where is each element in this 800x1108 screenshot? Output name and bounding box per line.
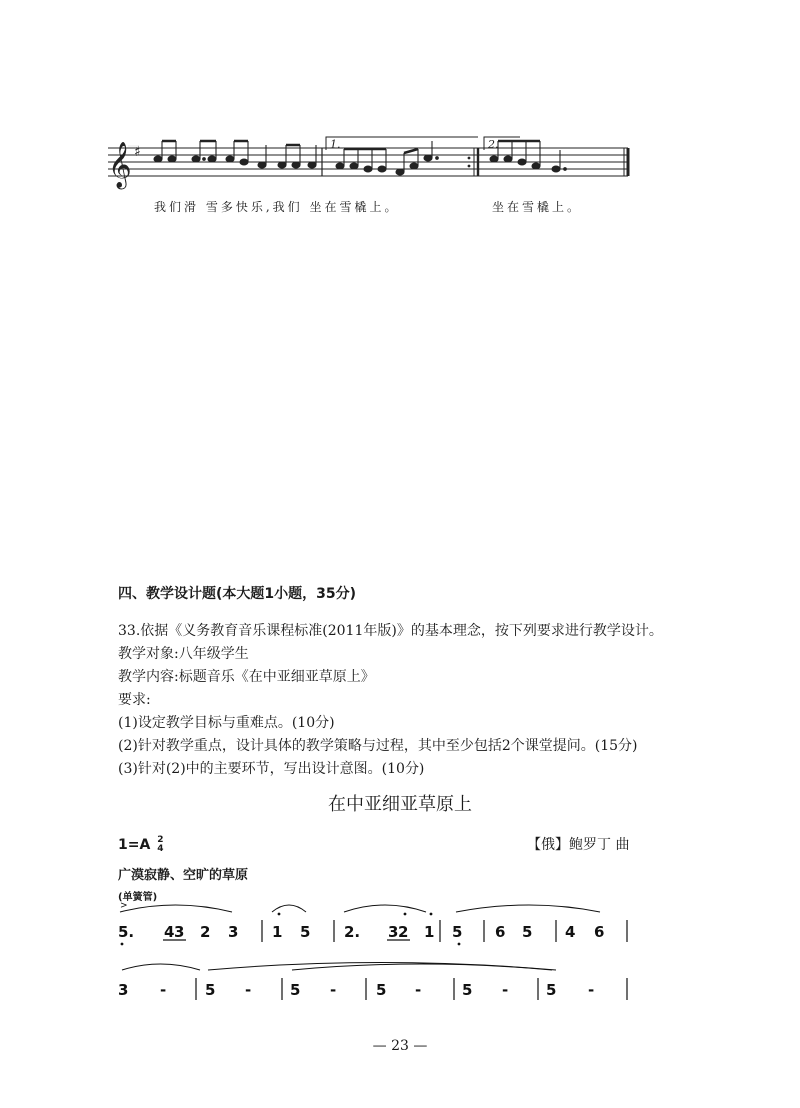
jianpu-note: 5 xyxy=(300,923,311,941)
key-label: 1=A xyxy=(118,837,151,853)
jianpu-note: 1 xyxy=(424,923,435,941)
requirements-label: 要求: xyxy=(118,692,151,708)
jianpu-note: 5 xyxy=(452,923,463,941)
song-title: 在中亚细亚草原上 xyxy=(328,794,472,815)
jianpu-note: 1 xyxy=(272,923,283,941)
jianpu-note: 6 xyxy=(594,923,605,941)
jianpu-note: 2 xyxy=(200,923,211,941)
lyrics-main: 我们滑 雪多快乐,我们 坐在雪橇上。 xyxy=(154,200,400,214)
jianpu-note: 3 xyxy=(174,923,185,941)
tempo-marking: 广漠寂静、空旷的草原 xyxy=(118,868,249,883)
jianpu-note: 3 xyxy=(118,981,129,999)
treble-clef-icon: 𝄞 xyxy=(108,142,132,188)
jianpu-note: 2. xyxy=(344,923,361,941)
jianpu-note: 5 xyxy=(462,981,473,999)
jianpu-note: 5 xyxy=(290,981,301,999)
jianpu-note: 5. xyxy=(118,923,135,941)
requirement-3: (3)针对(2)中的主要环节，写出设计意图。(10分) xyxy=(118,761,425,777)
lyrics-ending: 坐在雪橇上。 xyxy=(492,200,583,214)
teaching-content: 教学内容:标题音乐《在中亚细亚草原上》 xyxy=(118,669,375,685)
jianpu-dash: - xyxy=(502,981,509,999)
jianpu-note: 3 xyxy=(228,923,239,941)
page-number: — 23 — xyxy=(372,1038,428,1054)
requirement-1: (1)设定教学目标与重难点。(10分) xyxy=(118,715,335,731)
time-bottom: 4 xyxy=(157,844,164,854)
teaching-object: 教学对象:八年级学生 xyxy=(118,646,249,662)
instrument-label: (单簧管) xyxy=(118,892,158,903)
section-heading: 四、教学设计题(本大题1小题，35分) xyxy=(118,586,357,602)
jianpu-note: 3 xyxy=(388,923,399,941)
volta-1: 1. xyxy=(330,138,341,151)
jianpu-note: 5 xyxy=(376,981,387,999)
accent-icon: > xyxy=(120,901,128,911)
jianpu-note: 2 xyxy=(398,923,409,941)
jianpu-dash: - xyxy=(330,981,337,999)
jianpu-dash: - xyxy=(588,981,595,999)
time-top: 2 xyxy=(157,835,164,845)
question-intro: 33.依据《义务教育音乐课程标准(2011年版)》的基本理念，按下列要求进行教学设计。 xyxy=(118,623,663,639)
jianpu-note: 5 xyxy=(205,981,216,999)
sharp-icon: ♯ xyxy=(134,144,141,160)
jianpu-note: 4 xyxy=(565,923,576,941)
requirement-2: (2)针对教学重点，设计具体的教学策略与过程，其中至少包括2个课堂提问。(15分) xyxy=(118,738,638,754)
jianpu-dash: - xyxy=(415,981,422,999)
volta-2: 2. xyxy=(488,138,499,151)
jianpu-dash: - xyxy=(160,981,167,999)
jianpu-dash: - xyxy=(245,981,252,999)
composer-credit: 【俄】鲍罗丁 曲 xyxy=(527,837,630,853)
jianpu-note: 5 xyxy=(546,981,557,999)
jianpu-note: 5 xyxy=(522,923,533,941)
jianpu-note: 6 xyxy=(495,923,506,941)
jianpu-note: 4 xyxy=(164,923,175,941)
